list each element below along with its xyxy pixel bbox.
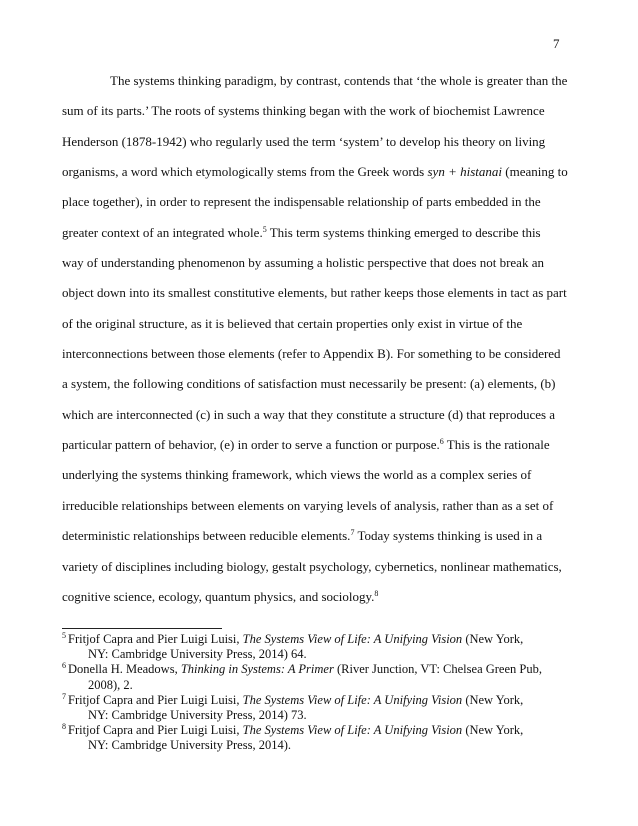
text-run: Donella H. Meadows, <box>68 662 181 677</box>
text-run: (New York, <box>462 692 524 707</box>
body-line <box>62 96 582 126</box>
text-run: underlying the systems thinking framework, which views the world as a complex series of <box>62 467 532 483</box>
body-line <box>62 552 582 582</box>
footnote-continuation: NY: Cambridge University Press, 2014) 73. <box>88 707 307 722</box>
text-run: a system, the following conditions of satisfaction must necessarily be present: (a) elements, (b) <box>62 376 556 392</box>
footnote <box>62 632 582 647</box>
text-run: (River Junction, VT: Chelsea Green Pub, <box>333 662 542 677</box>
italic-text: The Systems View of Life: A Unifying Vision <box>242 692 463 707</box>
body-line <box>62 187 582 217</box>
body-line <box>62 339 582 369</box>
footnote-continuation: NY: Cambridge University Press, 2014) 64. <box>88 647 307 662</box>
footnote-ref: 5 <box>262 224 267 234</box>
text-run: variety of disciplines including biology, gestalt psychology, cybernetics, nonlinear mathematics, <box>62 558 562 574</box>
footnote-divider <box>62 628 222 629</box>
text-run: irreducible relationships between elements on varying levels of analysis, rather than as a set of <box>62 497 554 513</box>
text-run: Fritjof Capra and Pier Luigi Luisi, <box>68 632 243 646</box>
footnotes <box>62 632 582 754</box>
body-line <box>62 460 582 490</box>
footnote-number: 5 <box>62 631 66 640</box>
footnote-ref: 6 <box>439 437 444 447</box>
body-line <box>62 491 582 521</box>
text-run: organisms, a word which etymologically stems from the Greek words <box>62 164 428 180</box>
text-run: way of understanding phenomenon by assuming a holistic perspective that does not break an <box>62 255 544 271</box>
text-run: (New York, <box>462 632 524 646</box>
text-run: which are interconnected (c) in such a way that they constitute a structure (d) that reproduces a <box>62 406 556 422</box>
text-run: (New York, <box>462 723 524 738</box>
text-run: greater context of an integrated whole. <box>62 224 263 240</box>
italic-text: syn + histanai <box>427 164 502 180</box>
italic-text: The Systems View of Life: A Unifying Vision <box>242 723 463 738</box>
footnote-continuation: NY: Cambridge University Press, 2014). <box>88 738 291 753</box>
text-run: object down into its smallest constitutive elements, but rather keeps those elements in tact as part <box>62 285 567 301</box>
body-line <box>62 157 582 187</box>
body-line <box>62 430 582 460</box>
footnote-number: 7 <box>62 691 66 701</box>
italic-text: Thinking in Systems: A Primer <box>180 662 334 677</box>
footnote <box>62 693 582 708</box>
body-text <box>62 66 582 612</box>
text-run: Fritjof Capra and Pier Luigi Luisi, <box>68 692 243 707</box>
body-line <box>62 66 582 96</box>
footnote-ref: 7 <box>350 528 355 538</box>
text-run: (meaning to <box>502 164 568 180</box>
body-line <box>62 582 582 612</box>
text-run: This is the rationale <box>443 437 550 453</box>
footnote-ref: 8 <box>374 588 379 598</box>
body-line <box>62 248 582 278</box>
text-run: Fritjof Capra and Pier Luigi Luisi, <box>68 723 243 738</box>
footnote-number: 6 <box>62 661 66 671</box>
text-run: of the original structure, as it is believed that certain properties only exist in virtue of the <box>62 315 523 331</box>
text-run: place together), in order to represent the indispensable relationship of parts embedded in the <box>62 194 541 210</box>
body-line <box>62 218 582 248</box>
body-line <box>62 369 582 399</box>
body-line <box>62 127 582 157</box>
italic-text: The Systems View of Life: A Unifying Vision <box>242 632 463 646</box>
text-run: The systems thinking paradigm, by contrast, contends that ‘the whole is greater than the <box>110 73 568 88</box>
text-run: sum of its parts.’ The roots of systems thinking began with the work of biochemist Lawrence <box>62 103 545 119</box>
body-line <box>62 400 582 430</box>
text-run: particular pattern of behavior, (e) in order to serve a function or purpose. <box>62 437 440 453</box>
footnote-continuation: 2008), 2. <box>88 677 133 692</box>
text-run: deterministic relationships between reducible elements. <box>62 528 351 544</box>
text-run: This term systems thinking emerged to describe this <box>266 224 541 240</box>
body-line <box>62 521 582 551</box>
footnote-number: 8 <box>62 722 66 732</box>
text-run: cognitive science, ecology, quantum physics, and sociology. <box>62 588 375 604</box>
text-run: Today systems thinking is used in a <box>354 528 543 544</box>
page-number: 7 <box>553 36 560 51</box>
body-line <box>62 278 582 308</box>
text-run: Henderson (1878-1942) who regularly used the term ‘system’ to develop his theory on living <box>62 133 546 149</box>
footnote <box>62 723 582 738</box>
body-line <box>62 309 582 339</box>
text-run: interconnections between those elements (refer to Appendix B). For something to be considered <box>62 346 561 362</box>
footnote <box>62 662 582 677</box>
